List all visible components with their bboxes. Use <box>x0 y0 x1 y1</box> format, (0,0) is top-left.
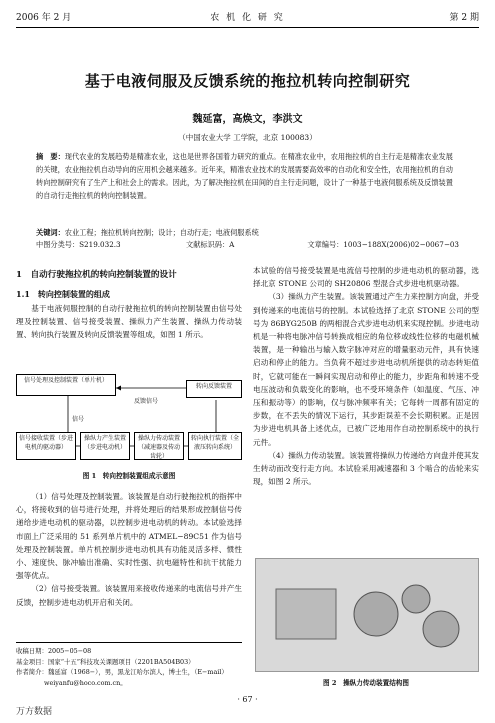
watermark: 万方数据 <box>16 707 53 717</box>
footnote-fund: 基金项目：国家“十五”科技攻关课题项目（2201BA504B03） <box>16 657 195 666</box>
figure-1 <box>16 370 242 482</box>
footnote-email: weiyanfu@hoco.com.cn。 <box>44 678 127 687</box>
page-number: · 67 · <box>237 695 258 704</box>
footnote-author: 作者简介：魏延富（1968−），男，黑龙江哈尔滨人，博士生，（E−mail） <box>16 668 228 676</box>
figure-2-caption: 图 2 操纵力传动装置结构图 <box>322 679 409 687</box>
box-steering-feedback: 转向反馈装置 <box>186 380 242 398</box>
running-header <box>16 10 479 24</box>
paper-affiliation: （中国农业大学 工学院，北京 100083） <box>178 133 317 142</box>
label-signal: 信号 <box>72 416 85 423</box>
left-para-2: （1）信号处理及控制装置。该装置是自动行驶拖拉机的指挥中心，将接收到的信号进行处理，并将处理后的结果形成控制信号传递给步进电动机的驱动器，以控制步进电动机的转动。本试验选择市面上广泛采用的 51 系列单片机中的 ATMEL−89C51 作为信号处理及控制装置。单片机控制步进电动机具有功能灵活多样、惯性小、速度快、脉冲输出准确、实时性强、抗电磁特性和抗干扰能力强等优点。 （2）信号接受装置。该装置用来接收传递来的电流信号并产生反馈，控制步进电动机开启和关闭。 <box>16 492 242 607</box>
box-steering-actuator: 转向执行装置（全液压转向系统） <box>188 432 242 460</box>
right-para-1: 本试验的信号接受装置是电流信号控制的步进电动机的驱动器，选择北京 STONE 公司的 SH20806 型混合式步进电机驱动器。 （3）操纵力产生装置。该装置通过产生力来控制方向盘，并受到传递来的电流信号的控制。本试验选择了北京 STONE 公司的型号为 86BYG250B 的两相混合式步进电动机来实现控制。步进电动机是一种将电脉冲信号转换成相应的角位移或线性位移的电磁机械装置，是一种输出与输入数字脉冲对应的增量驱动元件，具有快速启动和停止的能力。当负荷不超过步进电动机所提供的动态转矩值时，它就可能在一瞬间实现启动和停止的能力，步距角和转速不受电压波动和负载变化的影响，也不受环境条件（如温度、气压、冲压和振动等）的影响，仅与脉冲频率有关；它每转一周都有固定的步数，在不丢失的情况下运行，其步距误差不会长期积累。正是因为步进电机具备上述优点，已被广泛地用作自动控制系统中的执行元件。 （4）操纵力传动装置。该装置将操纵力传递给方向盘并使其发生转动而改变行走方向。本试验采用减速器和 3 个啮合的齿轮来实现，如图 2 所示。 <box>253 266 479 487</box>
paper-authors: 魏延富，高焕文，李洪文 <box>192 114 303 125</box>
abstract <box>36 150 459 202</box>
classification-line <box>36 240 459 252</box>
label-feedback-signal: 反馈信号 <box>134 398 159 405</box>
article-number: 文章编号：1003−188X(2006)02−0067−03 <box>307 240 459 249</box>
footnote <box>16 646 246 688</box>
keywords-text: 农业工程；拖拉机转向控制；设计；自动行走；电液伺服系统 <box>64 228 259 237</box>
box-force-transmission: 操纵力传动装置（减速器及传动齿轮） <box>134 432 184 460</box>
footnote-rule <box>16 642 242 643</box>
header-issue: 第 2 期 <box>449 13 479 23</box>
keywords-label: 关键词： <box>36 228 65 237</box>
box-signal-processing: 信号处理及控制装置（单片机） <box>16 374 116 396</box>
footnote-received: 收稿日期：2005−05−08 <box>16 647 92 655</box>
abstract-text: 现代农业的发展趋势是精准农业，这也是世界各国着力研究的重点。在精准农业中，农用拖拉机的自主行走是精准农业发展的关键，农业拖拉机自动导向的应用机会越来越多。近年来，精准农业技术的发展需要高效率的自动化和安全性，农用拖拉机的自动转向控制研究有了生产上和社会上的需求。因此，为了解决拖拉机在田间的自主行走问题，设计了一种基于电液伺服系统及反馈装置的自动行走拖拉机的转向控制装置。 <box>36 152 453 200</box>
figure-2-image <box>255 558 479 672</box>
box-signal-receiver: 信号接收装置（步进电机的驱动器） <box>16 432 76 460</box>
header-date: 2006 年 2 月 <box>16 13 72 23</box>
header-journal: 农 机 化 研 究 <box>210 13 285 23</box>
box-force-generator: 操纵力产生装置（步进电动机） <box>80 432 130 460</box>
keywords <box>36 228 459 238</box>
gear-diagram <box>256 559 478 671</box>
paper-title: 基于电液伺服及反馈系统的拖拉机转向控制研究 <box>84 72 411 90</box>
abstract-label: 摘 要： <box>36 152 65 161</box>
header-rule <box>16 27 479 28</box>
section-heading-1-1: 1.1 转向控制装置的组成 <box>16 289 110 299</box>
document-code: 文献标识码：A <box>186 240 235 249</box>
section-heading-1: 1 自动行驶拖拉机的转向控制装置的设计 <box>16 270 177 280</box>
figure-1-caption: 图 1 转向控制装置组成示意图 <box>82 472 176 480</box>
class-number: 中图分类号：S219.032.3 <box>36 240 121 249</box>
left-para-1: 基于电液伺服控制的自动行驶拖拉机的转向控制装置由信号处理及控制装置、信号接受装置、操纵力产生装置、操纵力传动装置、转向执行装置及转向反馈装置等组成，如图 1 所示。 <box>16 304 242 340</box>
